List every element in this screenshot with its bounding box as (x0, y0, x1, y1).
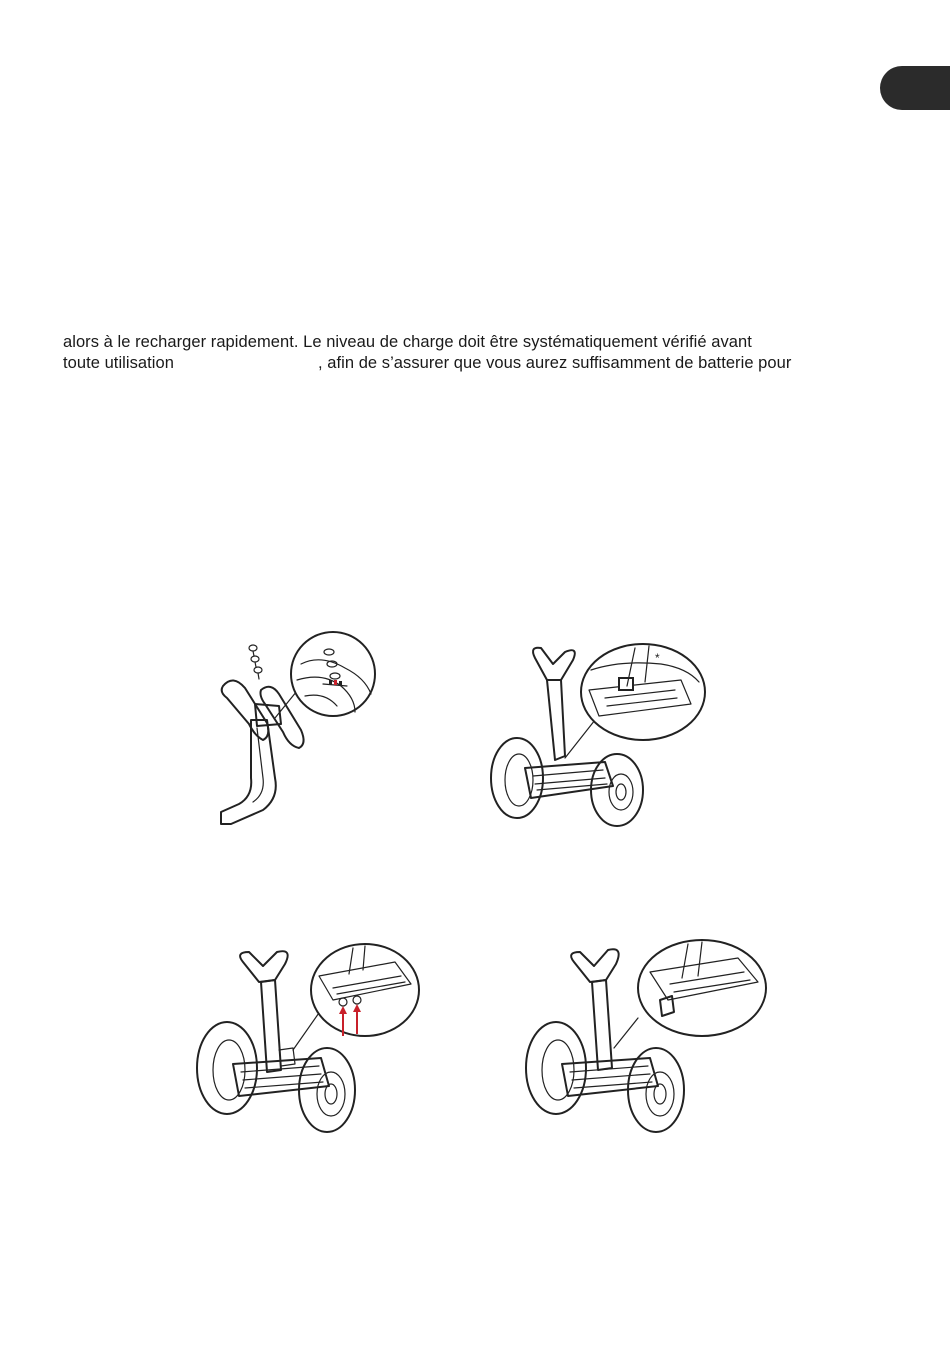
language-tab (880, 66, 950, 110)
screws-icon (249, 645, 262, 679)
step-2-stem-mounted-illustration (485, 630, 710, 830)
paragraph-line-1: alors à le recharger rapidement. Le niveau de charge doit être systématiquement vérifié avant (63, 333, 752, 351)
step-3-cable-connection-illustration (193, 940, 433, 1140)
paragraph-line-2-end: , afin de s’assurer que vous aurez suffisamment de batterie pour (318, 354, 792, 372)
step-1-handlebar-assembly-illustration (205, 628, 395, 833)
paragraph-line-2-start: toute utilisation (63, 354, 174, 372)
step-4-cover-closed-illustration (522, 938, 772, 1138)
svg-text:*: * (655, 651, 660, 665)
